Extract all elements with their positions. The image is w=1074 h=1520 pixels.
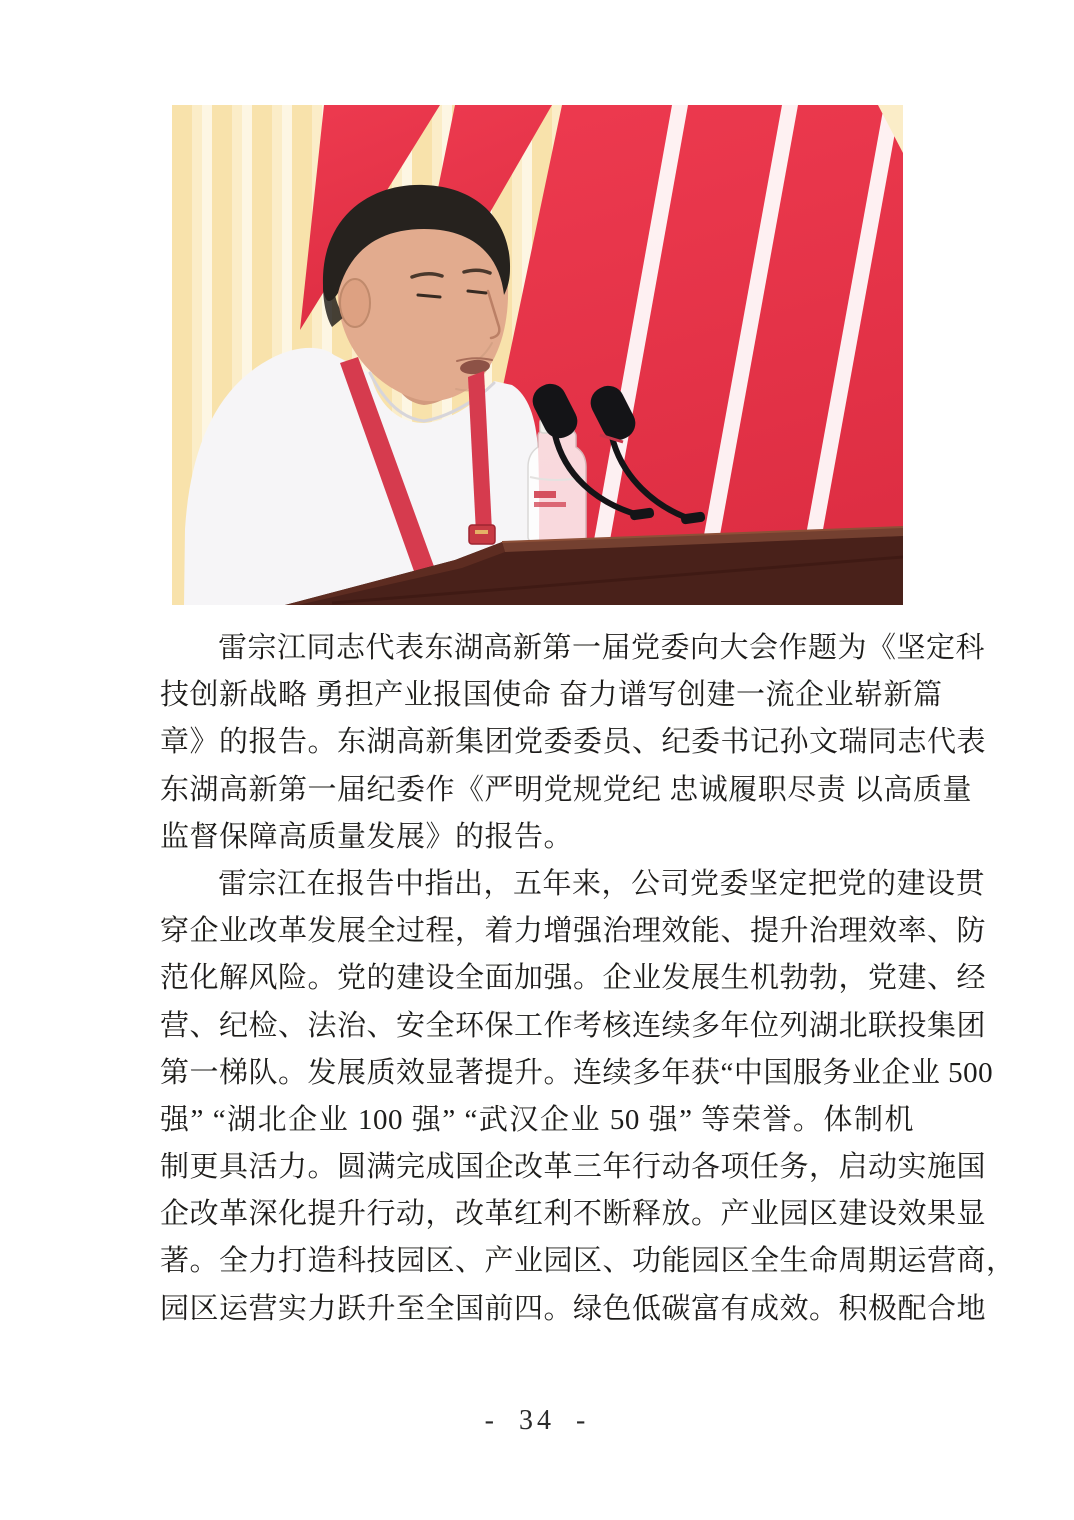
text-line: 技创新战略 勇担产业报国使命 奋力谱写创建一流企业崭新篇 [160,679,943,712]
ear [340,279,370,327]
text-line: 穿企业改革发展全过程，着力增强治理效能、提升治理效率、防 [160,915,987,948]
document-body [160,625,1016,1333]
badge [469,525,495,544]
text-line: 强” “湖北企业 100 强” “武汉企业 50 强” 等荣誉。体制机 [160,1103,914,1136]
text-line: 章》的报告。东湖高新集团党委委员、纪委书记孙文瑞同志代表 [160,726,987,759]
text-line: 营、纪检、法治、安全环保工作考核连续多年位列湖北联投集团 [160,1009,987,1042]
text-line: 雷宗江同志代表东湖高新第一届党委向大会作题为《坚定科 [218,632,986,664]
text-line: 范化解风险。党的建设全面加强。企业发展生机勃勃，党建、经 [160,962,987,995]
text-line: 监督保障高质量发展》的报告。 [160,820,574,853]
text-line: 雷宗江在报告中指出，五年来，公司党委坚定把党的建设贯 [218,867,986,900]
text-line: 制更具活力。圆满完成国企改革三年行动各项任务，启动实施国 [160,1151,987,1184]
text-line: 园区运营实力跃升至全国前四。绿色低碳富有成效。积极配合地 [160,1292,987,1325]
text-line: 企改革深化提升行动，改革红利不断释放。产业园区建设效果显 [160,1198,987,1231]
text-line: 东湖高新第一届纪委作《严明党规党纪 忠诚履职尽责 以高质量 [160,773,973,806]
speech-photo [172,105,903,605]
page-footer [0,1405,1074,1437]
text-line: 著。全力打造科技园区、产业园区、功能园区全生命周期运营商， [160,1245,1016,1278]
text-line: 第一梯队。发展质效显著提升。连续多年获“中国服务业企业 500 [160,1056,994,1089]
speech-photo-art [172,105,903,605]
page-number: - 34 - [484,1405,590,1436]
